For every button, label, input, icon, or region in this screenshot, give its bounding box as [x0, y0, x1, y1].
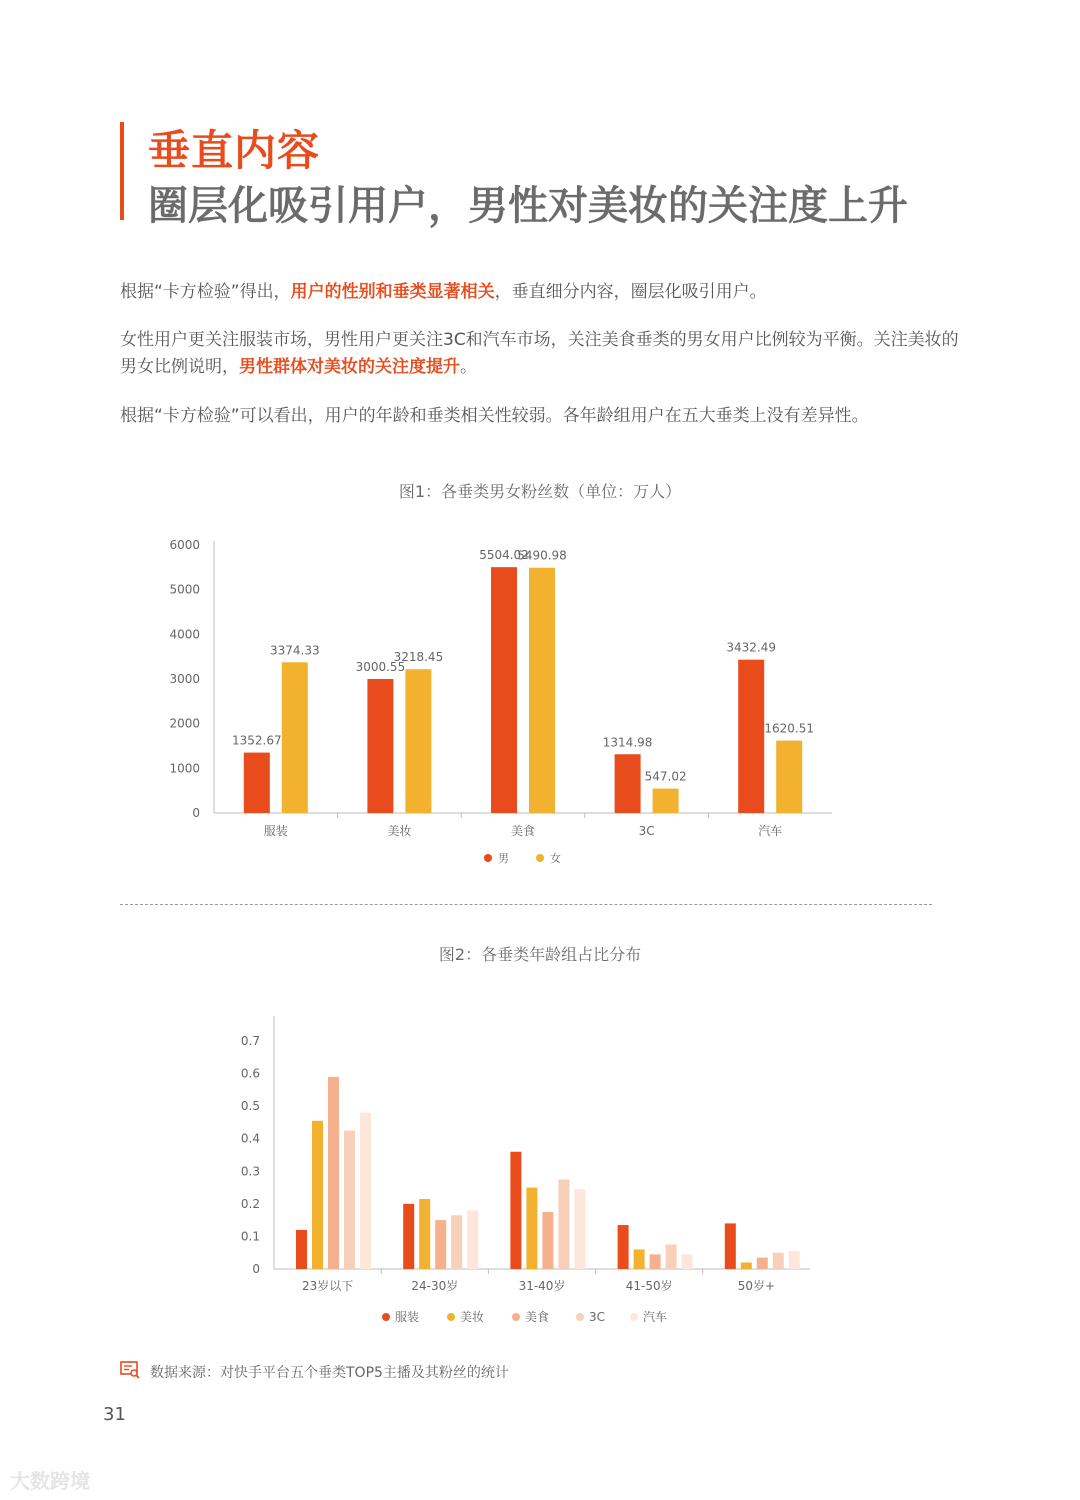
- y-tick-label: 6000: [169, 538, 200, 552]
- bar-meishi: [650, 1254, 661, 1269]
- paragraph-2-tail: 。: [460, 357, 477, 377]
- y-tick-label: 3000: [169, 672, 200, 686]
- bar-meishi: [542, 1212, 553, 1269]
- data-source-note: 数据来源：对快手平台五个垂类TOP5主播及其粉丝的统计: [150, 1365, 509, 1381]
- bar-value-label: 3000.55: [355, 659, 406, 674]
- bar-meizhuang: [741, 1262, 752, 1269]
- bar-meishi: [328, 1077, 339, 1269]
- bar-meizhuang: [312, 1121, 323, 1269]
- legend-swatch: [447, 1313, 455, 1321]
- x-tick-label: 41-50岁: [625, 1279, 673, 1293]
- watermark-logo: 大数跨境: [10, 1469, 90, 1493]
- bar-fuzhuang: [510, 1152, 521, 1269]
- bar-meizhuang: [634, 1249, 645, 1269]
- paragraph-1-highlight: 用户的性别和垂类显著相关: [290, 282, 495, 302]
- legend-label: 美妆: [460, 1310, 485, 1324]
- legend-label: 汽车: [643, 1310, 668, 1324]
- paragraph-3: 根据“卡方检验”可以看出，用户的年龄和垂类相关性较弱。各年龄组用户在五大垂类上没有差异性。: [120, 406, 869, 426]
- bar-3c: [666, 1245, 677, 1269]
- y-tick-label: 1000: [169, 761, 200, 776]
- bar-value-label: 3374.33: [269, 643, 320, 658]
- y-tick-label: 0.5: [240, 1099, 260, 1114]
- y-tick-label: 4000: [169, 627, 200, 642]
- bar-meishi: [435, 1220, 446, 1269]
- y-tick-label: 0.7: [240, 1034, 260, 1048]
- chart-2-title: 图2：各垂类年龄组占比分布: [438, 945, 642, 964]
- legend-label: 3C: [589, 1310, 606, 1324]
- legend-swatch: [630, 1313, 638, 1321]
- y-tick-label: 0.2: [240, 1196, 260, 1211]
- y-tick-label: 0.1: [240, 1229, 260, 1244]
- bar-value-label: 1352.67: [231, 733, 282, 748]
- y-tick-label: 0.4: [240, 1131, 260, 1146]
- legend-label: 男: [498, 852, 509, 865]
- y-tick-label: 0: [192, 806, 200, 820]
- bar-meizhuang: [419, 1199, 430, 1269]
- x-tick-label: 31-40岁: [518, 1279, 566, 1293]
- bar-qiche: [682, 1254, 693, 1269]
- y-tick-label: 0: [252, 1262, 260, 1276]
- y-tick-label: 0.3: [240, 1164, 260, 1179]
- legend-label: 美食: [525, 1310, 550, 1324]
- y-tick-label: 2000: [169, 716, 200, 731]
- x-tick-label: 美食: [510, 824, 536, 838]
- bar-fuzhuang: [725, 1223, 736, 1269]
- legend-swatch: [576, 1313, 584, 1321]
- x-tick-label: 汽车: [758, 824, 783, 838]
- x-tick-label: 24-30岁: [411, 1279, 459, 1293]
- bar-qiche: [789, 1251, 800, 1269]
- chart-1-title: 图1：各垂类男女粉丝数（单位：万人）: [398, 482, 682, 501]
- bar-value-label: 3218.45: [393, 650, 444, 665]
- bar-qiche: [574, 1189, 585, 1269]
- bar-value-label: 1314.98: [602, 735, 653, 750]
- bar-fuzhuang: [296, 1230, 307, 1269]
- legend-swatch: [382, 1313, 390, 1321]
- paragraph-1-tail: ，垂直细分内容，圈层化吸引用户。: [494, 282, 767, 302]
- legend-label: 服装: [395, 1310, 420, 1324]
- bar-3c: [344, 1131, 355, 1269]
- paragraph-2-lead: 女性用户更关注服装市场，男性用户更关注3C和汽车市场，关注美食垂类的男女用户比例较为平衡。关注美妆的男女比例说明，: [120, 330, 959, 377]
- data-source-icon: [120, 1361, 140, 1379]
- bar-meizhuang: [526, 1188, 537, 1269]
- bar-fuzhuang: [403, 1204, 414, 1269]
- bar-3c: [773, 1253, 784, 1269]
- x-tick-label: 服装: [263, 824, 288, 838]
- x-tick-label: 23岁以下: [301, 1279, 354, 1293]
- section-title: 垂直内容: [148, 126, 321, 175]
- bar-value-label: 5490.98: [517, 548, 567, 563]
- bar-3c: [451, 1215, 462, 1269]
- legend-label: 女: [550, 852, 561, 865]
- section-subtitle: 圈层化吸引用户，男性对美妆的关注度上升: [148, 183, 908, 229]
- bar-fuzhuang: [618, 1225, 629, 1269]
- bar-meishi: [757, 1258, 768, 1269]
- bar-value-label: 547.02: [644, 769, 687, 784]
- bar-value-label: 3432.49: [726, 640, 777, 655]
- legend-swatch: [512, 1313, 520, 1321]
- page-number: 31: [103, 1404, 126, 1425]
- y-tick-label: 0.6: [240, 1066, 260, 1081]
- y-tick-label: 5000: [169, 582, 200, 597]
- bar-qiche: [360, 1113, 371, 1269]
- bar-3c: [558, 1179, 569, 1269]
- x-tick-label: 3C: [638, 824, 655, 838]
- paragraph-2-highlight: 男性群体对美妆的关注度提升: [239, 357, 460, 377]
- bar-value-label: 1620.51: [764, 721, 815, 736]
- bar-qiche: [467, 1210, 478, 1269]
- bar-value-label: 5504.02: [479, 548, 529, 563]
- x-tick-label: 美妆: [387, 824, 412, 838]
- x-tick-label: 50岁+: [737, 1279, 776, 1293]
- paragraph-1-lead: 根据“卡方检验”得出，: [120, 282, 291, 302]
